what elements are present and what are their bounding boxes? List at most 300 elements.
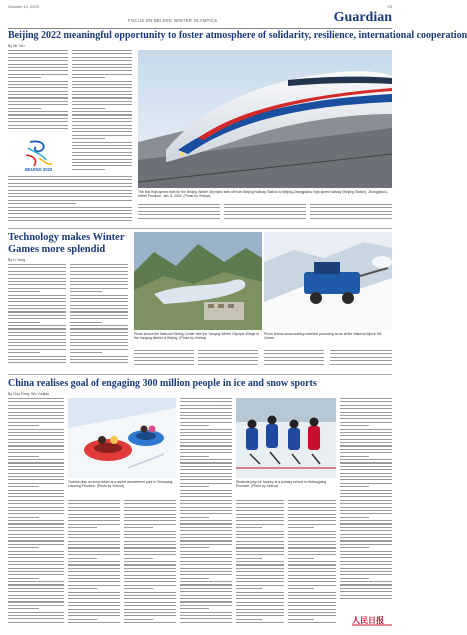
- text-line: [340, 452, 392, 453]
- text-line: [8, 598, 64, 599]
- text-line: [288, 602, 336, 603]
- text-line: [8, 342, 66, 343]
- text-line: [180, 405, 232, 406]
- text-line: [180, 540, 232, 541]
- text-line: [70, 352, 102, 353]
- peoples-daily-logo: [352, 613, 392, 627]
- text-line: [340, 557, 392, 558]
- article2-caption-right: Photo shows snow-making machine producing snow at the National Alpine Ski Centre.: [264, 332, 382, 340]
- text-line: [340, 449, 392, 450]
- text-line: [8, 469, 64, 470]
- text-line: [180, 564, 232, 565]
- text-line: [236, 622, 284, 623]
- text-line: [288, 605, 336, 606]
- text-line: [124, 571, 176, 572]
- text-line: [8, 284, 66, 285]
- text-line: [8, 94, 68, 95]
- text-line: [8, 435, 64, 436]
- text-line: [70, 274, 128, 275]
- text-line: [72, 159, 132, 160]
- section-title: FOCUS ON BEIJING WINTER OLYMPICS: [128, 18, 218, 23]
- text-line: [288, 622, 336, 623]
- text-line: [180, 476, 232, 477]
- text-line: [8, 311, 66, 312]
- text-line: [68, 503, 120, 504]
- beijing-2022-emblem: [16, 138, 60, 174]
- text-line: [288, 507, 336, 508]
- text-line: [236, 615, 284, 616]
- text-line: [72, 50, 132, 51]
- text-line: [340, 486, 369, 487]
- text-line: [340, 442, 392, 443]
- text-line: [72, 84, 132, 85]
- text-line: [236, 619, 262, 620]
- text-line: [340, 459, 392, 460]
- text-line: [124, 558, 153, 559]
- text-line: [138, 207, 220, 208]
- text-line: [288, 561, 336, 562]
- text-line: [8, 345, 66, 346]
- text-line: [124, 551, 176, 552]
- text-line: [340, 408, 392, 409]
- text-line: [8, 534, 64, 535]
- text-line: [70, 325, 128, 326]
- text-line: [340, 405, 392, 406]
- text-line: [8, 328, 66, 329]
- text-line: [8, 571, 64, 572]
- section-divider-2: [8, 374, 392, 375]
- text-line: [72, 81, 132, 82]
- text-line: [8, 186, 132, 187]
- text-line: [8, 520, 64, 521]
- text-line: [8, 74, 68, 75]
- text-line: [8, 456, 39, 457]
- text-line: [180, 584, 232, 585]
- text-line: [288, 575, 336, 576]
- section-divider-1: [8, 228, 392, 229]
- text-line: [198, 364, 258, 365]
- text-line: [72, 121, 132, 122]
- text-line: [8, 412, 64, 413]
- article3-col7: [340, 398, 392, 604]
- text-line: [8, 362, 66, 363]
- text-line: [70, 288, 128, 289]
- text-line: [70, 267, 128, 268]
- text-line: [8, 578, 39, 579]
- text-line: [8, 486, 39, 487]
- text-line: [8, 415, 64, 416]
- article2-col3: [134, 350, 194, 370]
- text-line: [340, 564, 392, 565]
- article3-photo-ice-hockey: [236, 398, 336, 478]
- text-line: [68, 527, 97, 528]
- text-line: [68, 507, 120, 508]
- text-line: [288, 500, 336, 501]
- text-line: [180, 462, 232, 463]
- text-line: [288, 578, 336, 579]
- text-line: [72, 111, 132, 112]
- text-line: [198, 360, 258, 361]
- text-line: [8, 318, 66, 319]
- text-line: [180, 513, 232, 514]
- text-line: [8, 564, 64, 565]
- text-line: [68, 551, 120, 552]
- text-line: [8, 584, 64, 585]
- text-line: [124, 507, 176, 508]
- text-line: [8, 213, 132, 214]
- text-line: [236, 534, 284, 535]
- text-line: [180, 544, 232, 545]
- text-line: [68, 619, 97, 620]
- text-line: [68, 537, 120, 538]
- article3-headline: China realises goal of engaging 300 million people in ice and snow sports: [8, 378, 317, 389]
- text-line: [124, 564, 176, 565]
- text-line: [330, 350, 392, 351]
- text-line: [288, 615, 336, 616]
- text-line: [264, 364, 324, 365]
- text-line: [8, 196, 132, 197]
- text-line: [340, 551, 392, 552]
- text-line: [180, 561, 232, 562]
- text-line: [70, 295, 128, 296]
- text-line: [70, 359, 128, 360]
- text-line: [72, 155, 132, 156]
- text-line: [180, 547, 209, 548]
- text-line: [340, 412, 392, 413]
- text-line: [70, 311, 128, 312]
- text-line: [124, 514, 176, 515]
- text-line: [224, 207, 306, 208]
- text-line: [124, 537, 176, 538]
- text-line: [68, 534, 120, 535]
- text-line: [8, 207, 132, 208]
- text-line: [180, 588, 232, 589]
- text-line: [198, 357, 258, 358]
- article2-col6: [330, 350, 392, 370]
- text-line: [72, 77, 105, 78]
- text-line: [72, 64, 132, 65]
- text-line: [72, 53, 132, 54]
- text-line: [8, 401, 64, 402]
- text-line: [124, 554, 176, 555]
- text-line: [288, 514, 336, 515]
- text-line: [288, 547, 336, 548]
- text-line: [8, 176, 132, 177]
- text-line: [180, 520, 232, 521]
- text-line: [340, 483, 392, 484]
- text-line: [180, 530, 232, 531]
- text-line: [340, 591, 392, 592]
- text-line: [288, 517, 336, 518]
- text-line: [8, 554, 64, 555]
- text-line: [72, 169, 105, 170]
- text-line: [288, 581, 336, 582]
- text-line: [340, 503, 392, 504]
- text-line: [180, 608, 209, 609]
- text-line: [134, 353, 194, 354]
- issue-date: October 10, 2023: [8, 4, 39, 9]
- article1-col3: [138, 204, 220, 224]
- article3-col6: [288, 500, 336, 626]
- text-line: [68, 588, 97, 589]
- text-line: [68, 622, 120, 623]
- text-line: [198, 350, 258, 351]
- text-line: [134, 360, 194, 361]
- text-line: [124, 547, 176, 548]
- article3-byline: By Guo Feng, Wu Yunjian: [8, 392, 50, 396]
- text-line: [8, 295, 66, 296]
- text-line: [124, 619, 153, 620]
- top-strip: [8, 2, 392, 10]
- article1-photo-train: [138, 50, 392, 188]
- text-line: [68, 547, 120, 548]
- text-line: [180, 401, 232, 402]
- text-line: [72, 125, 132, 126]
- text-line: [330, 364, 392, 365]
- text-line: [138, 218, 220, 219]
- text-line: [340, 415, 392, 416]
- text-line: [8, 432, 64, 433]
- text-line: [8, 64, 68, 65]
- text-line: [72, 142, 132, 143]
- text-line: [70, 291, 102, 292]
- text-line: [180, 435, 232, 436]
- text-line: [8, 422, 64, 423]
- text-line: [124, 503, 176, 504]
- text-line: [180, 578, 209, 579]
- text-line: [340, 520, 392, 521]
- text-line: [180, 534, 232, 535]
- text-line: [8, 618, 64, 619]
- text-line: [340, 523, 392, 524]
- text-line: [180, 601, 232, 602]
- text-line: [124, 534, 176, 535]
- text-line: [124, 581, 176, 582]
- text-line: [68, 558, 97, 559]
- text-line: [72, 57, 132, 58]
- text-line: [236, 571, 284, 572]
- text-line: [236, 500, 284, 501]
- text-line: [8, 544, 64, 545]
- text-line: [70, 281, 128, 282]
- text-line: [8, 308, 66, 309]
- text-line: [8, 77, 41, 78]
- text-line: [124, 561, 176, 562]
- text-line: [180, 398, 232, 399]
- text-line: [236, 537, 284, 538]
- text-line: [288, 520, 336, 521]
- text-line: [340, 462, 392, 463]
- text-line: [180, 598, 232, 599]
- text-line: [124, 568, 176, 569]
- article3-col4: [180, 398, 232, 626]
- text-line: [72, 165, 132, 166]
- page-number: 03: [387, 4, 392, 9]
- text-line: [236, 592, 284, 593]
- text-line: [8, 356, 66, 357]
- text-line: [180, 517, 209, 518]
- text-line: [224, 204, 306, 205]
- text-line: [340, 581, 392, 582]
- text-line: [70, 284, 128, 285]
- text-line: [236, 609, 284, 610]
- text-line: [8, 452, 64, 453]
- text-line: [8, 557, 64, 558]
- text-line: [180, 595, 232, 596]
- text-line: [8, 500, 64, 501]
- article1-col1: [8, 50, 68, 132]
- text-line: [8, 547, 39, 548]
- article1-col-bottom: [8, 176, 132, 224]
- text-line: [70, 349, 128, 350]
- article3-col3: [124, 500, 176, 626]
- text-line: [68, 615, 120, 616]
- text-line: [180, 568, 232, 569]
- text-line: [124, 510, 176, 511]
- text-line: [8, 288, 66, 289]
- text-line: [340, 595, 392, 596]
- text-line: [68, 568, 120, 569]
- text-line: [68, 581, 120, 582]
- text-line: [224, 211, 306, 212]
- emblem-caption: BEIJING 2022: [25, 167, 53, 172]
- text-line: [124, 592, 176, 593]
- text-line: [70, 305, 128, 306]
- text-line: [264, 357, 324, 358]
- text-line: [72, 87, 132, 88]
- text-line: [8, 540, 64, 541]
- text-line: [8, 121, 68, 122]
- text-line: [72, 101, 132, 102]
- text-line: [180, 486, 209, 487]
- text-line: [340, 574, 392, 575]
- text-line: [68, 585, 120, 586]
- text-line: [340, 527, 392, 528]
- text-line: [8, 203, 76, 204]
- text-line: [8, 507, 64, 508]
- text-line: [8, 118, 68, 119]
- text-line: [180, 574, 232, 575]
- text-line: [236, 503, 284, 504]
- text-line: [124, 622, 176, 623]
- text-line: [340, 584, 392, 585]
- text-line: [124, 500, 176, 501]
- text-line: [8, 574, 64, 575]
- text-line: [340, 537, 392, 538]
- text-line: [8, 217, 132, 218]
- text-line: [8, 466, 64, 467]
- text-line: [8, 335, 66, 336]
- text-line: [8, 517, 39, 518]
- text-line: [8, 349, 66, 350]
- text-line: [8, 264, 66, 265]
- text-line: [8, 561, 64, 562]
- text-line: [288, 544, 336, 545]
- text-line: [124, 612, 176, 613]
- text-line: [8, 439, 64, 440]
- text-line: [340, 418, 392, 419]
- text-line: [72, 74, 132, 75]
- text-line: [340, 398, 392, 399]
- text-line: [8, 281, 66, 282]
- article2-byline: By Li Yang: [8, 258, 26, 262]
- text-line: [72, 118, 132, 119]
- text-line: [68, 609, 120, 610]
- text-line: [70, 342, 128, 343]
- text-line: [8, 339, 66, 340]
- text-line: [134, 350, 194, 351]
- text-line: [68, 554, 120, 555]
- text-line: [8, 183, 132, 184]
- article1-photo-caption: The first high-speed train for the Beijing Winter Olympics sets off from Beijing Railway Station to Beijing-Zhangjiakou high-speed railway (Beijing Station), Zhangjiakou, Hebei Province, Jan. 6, 2022. (Photo by Xinhua): [138, 190, 388, 198]
- text-line: [236, 595, 284, 596]
- text-line: [340, 445, 392, 446]
- text-line: [340, 439, 392, 440]
- text-line: [8, 125, 68, 126]
- text-line: [8, 190, 132, 191]
- text-line: [72, 131, 132, 132]
- text-line: [134, 364, 194, 365]
- text-line: [72, 145, 132, 146]
- text-line: [138, 211, 220, 212]
- text-line: [70, 301, 128, 302]
- text-line: [236, 558, 262, 559]
- text-line: [180, 500, 232, 501]
- text-line: [8, 67, 68, 68]
- text-line: [180, 537, 232, 538]
- text-line: [8, 551, 64, 552]
- newspaper-logo: Guardian: [333, 10, 392, 25]
- text-line: [8, 87, 68, 88]
- text-line: [124, 605, 176, 606]
- text-line: [8, 53, 68, 54]
- text-line: [8, 476, 64, 477]
- text-line: [340, 530, 392, 531]
- text-line: [8, 405, 64, 406]
- text-line: [288, 585, 336, 586]
- article3-col1: [8, 398, 64, 626]
- text-line: [180, 459, 232, 460]
- article2-caption-left: Photo shows the National Sliding Center with the Yanqing Winter Olympic Village in the Yanqing district of Beijing. (Photo by Xinhua): [134, 332, 259, 340]
- text-line: [340, 401, 392, 402]
- text-line: [236, 517, 284, 518]
- text-line: [72, 108, 105, 109]
- text-line: [236, 575, 284, 576]
- text-line: [8, 60, 68, 61]
- text-line: [288, 568, 336, 569]
- text-line: [8, 179, 132, 180]
- text-line: [124, 527, 153, 528]
- text-line: [8, 57, 68, 58]
- text-line: [124, 602, 176, 603]
- text-line: [180, 432, 232, 433]
- text-line: [180, 571, 232, 572]
- text-line: [288, 592, 336, 593]
- text-line: [70, 318, 128, 319]
- text-line: [340, 507, 392, 508]
- text-line: [70, 335, 128, 336]
- text-line: [8, 91, 68, 92]
- text-line: [180, 503, 232, 504]
- text-line: [8, 200, 132, 201]
- text-line: [288, 588, 314, 589]
- text-line: [288, 558, 314, 559]
- text-line: [340, 473, 392, 474]
- text-line: [340, 476, 392, 477]
- text-line: [236, 527, 262, 528]
- text-line: [180, 612, 232, 613]
- peoples-daily-logo-text: 人民日报: [352, 615, 384, 625]
